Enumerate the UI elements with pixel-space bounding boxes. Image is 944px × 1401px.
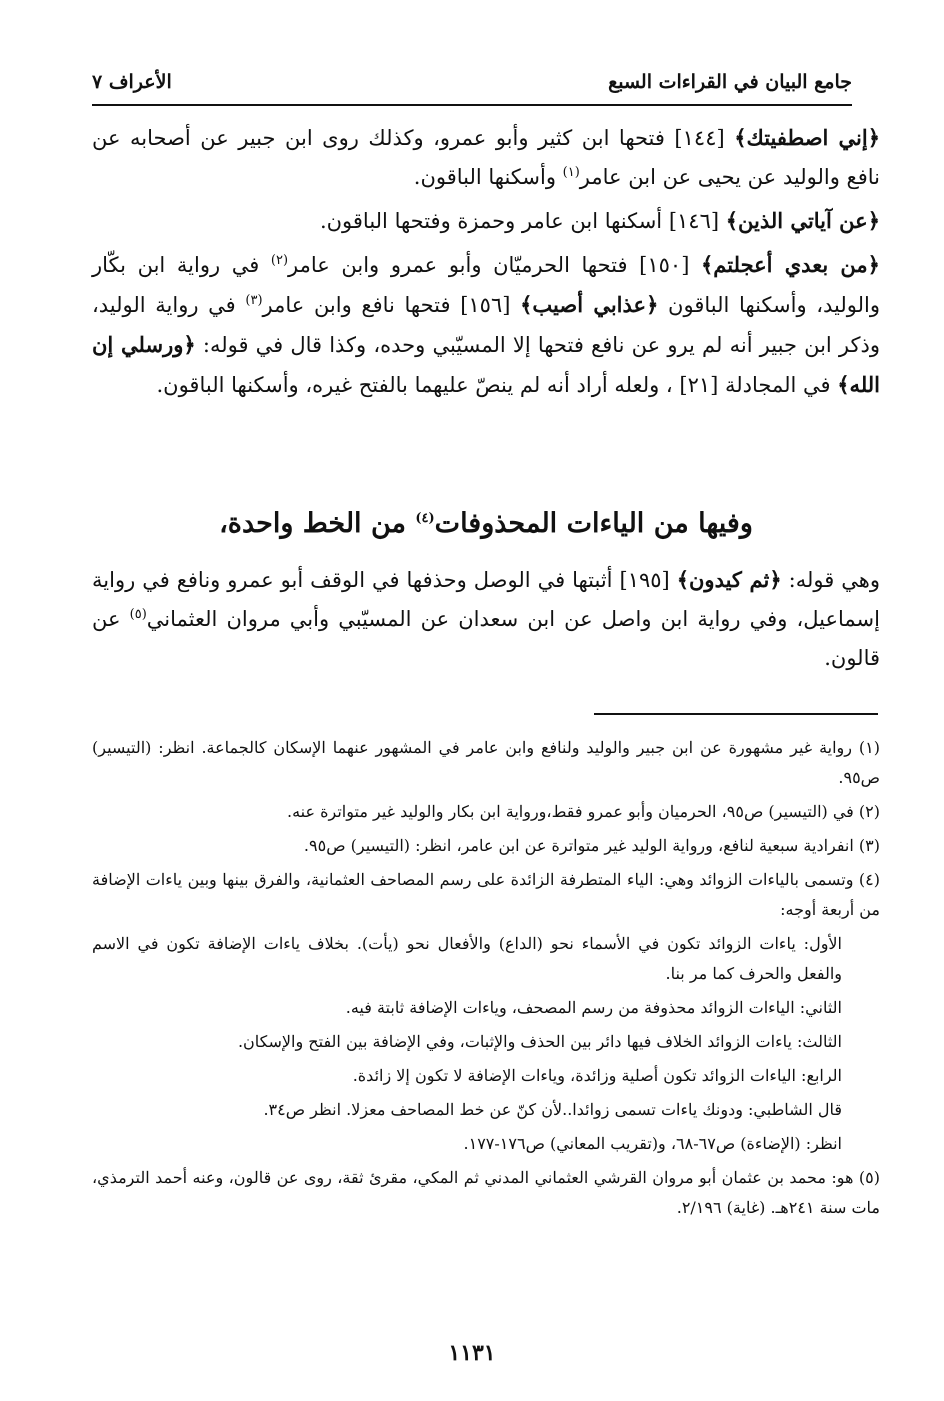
page-number: ١١٣١ bbox=[448, 1340, 496, 1366]
paragraph-text: عن قالون. bbox=[92, 607, 880, 670]
footnote-ref[interactable]: (٥) bbox=[129, 607, 147, 622]
heading-text: وفيها من الياءات المحذوفات bbox=[434, 508, 753, 539]
header-rule bbox=[92, 104, 852, 106]
paragraph-3 bbox=[92, 245, 880, 405]
quran-quote: ﴿ثم كيدون﴾ bbox=[676, 567, 782, 592]
paragraph-2 bbox=[92, 201, 880, 241]
paragraph-text: [١٥٦] فتحها نافع وابن عامر bbox=[262, 293, 521, 317]
surah-reference: الأعراف ٧ bbox=[92, 71, 172, 93]
quran-quote: ﴿ورسلي إن الله﴾ bbox=[92, 332, 880, 397]
quran-quote: ﴿من بعدي أعجلتم﴾ bbox=[701, 252, 880, 277]
paragraph-text: في رواية ابن بكّار والوليد، وأسكنها الباقون bbox=[92, 253, 881, 317]
quran-quote: ﴿عذابي أصيب﴾ bbox=[520, 292, 659, 317]
footnotes bbox=[92, 733, 880, 1227]
footnote-2: (٢) في (التيسير) ص٩٥، الحرميان وأبو عمرو فقط،ورواية ابن بكار والوليد غير متواترة عنه. bbox=[287, 802, 880, 821]
main-text-2 bbox=[92, 560, 880, 678]
footnote-3: (٣) انفرادية سبعية لنافع، ورواية الوليد غير متواترة عن ابن عامر، انظر: (التيسير) ص٩٥. bbox=[303, 836, 880, 855]
footnote-separator bbox=[594, 713, 878, 715]
paragraph-text: في رواية الوليد، وذكر ابن جبير أنه لم يرو عن نافع فتحها إلا المسيّبي وحده، وكذا قال في قوله: bbox=[92, 293, 880, 357]
footnote-4-point-4: الرابع: الياءات الزوائد تكون أصلية وزائدة، وياءات الإضافة لا تكون إلا زائدة. bbox=[352, 1066, 842, 1085]
footnote-4-quote: قال الشاطبي: ودونك ياءات تسمى زوائدا..لأن كنّ عن خط المصاحف معزلا. انظر ص٣٤. bbox=[263, 1100, 842, 1119]
paragraph-text: [١٥٠] فتحها الحرميّان وأبو عمرو وابن عامر bbox=[288, 253, 701, 277]
footnote-1: (١) رواية غير مشهورة عن ابن جبير والوليد ولنافع وابن عامر في المشهور عنهما الإسكان كالجماعة. انظر: (التيسير) ص٩٥. bbox=[92, 738, 881, 787]
footnote-4-point-2: الثاني: الياءات الزوائد محذوفة من رسم المصحف، وياءات الإضافة ثابتة فيه. bbox=[345, 998, 842, 1017]
footnote-ref[interactable]: (١) bbox=[562, 165, 580, 180]
footnote-4: (٤) وتسمى بالياءات الزوائد وهي: الياء المتطرفة الزائدة على رسم المصاحف العثمانية، والفرق بينها وبين ياءات الإضافة من أربعة أوجه: bbox=[92, 870, 880, 919]
book-title: جامع البيان في القراءات السبع bbox=[608, 71, 852, 93]
paragraph-text: وهي قوله: bbox=[781, 568, 880, 592]
section-heading bbox=[92, 498, 880, 550]
paragraph-text: في المجادلة [٢١] ، ولعله أراد أنه لم ينصّ عليهما بالفتح غيره، وأسكنها الباقون. bbox=[156, 373, 838, 397]
main-text bbox=[92, 118, 880, 405]
paragraph-text: [١٤٤] فتحها ابن كثير وأبو عمرو، وكذلك روى ابن جبير عن أصحابه عن نافع والوليد عن يحيى عن ابن عامر bbox=[92, 126, 880, 189]
paragraph-text: [١٩٥] أثبتها في الوصل وحذفها في الوقف أبو عمرو ونافع في رواية إسماعيل، وفي رواية ابن واصل عن ابن سعدان عن المسيّبي وأبي مروان العثماني bbox=[92, 568, 880, 631]
footnote-4-point-1: الأول: ياءات الزوائد تكون في الأسماء نحو (الداع) والأفعال نحو (يأت). بخلاف ياءات الإضافة تكون في الاسم والفعل والحرف كما مر بنا. bbox=[92, 934, 842, 983]
paragraph-text: وأسكنها الباقون. bbox=[413, 165, 563, 189]
footnote-ref[interactable]: (٣) bbox=[245, 293, 263, 308]
footnote-4-point-3: الثالث: ياءات الزوائد الخلاف فيها دائر بين الحذف والإثبات، وفي الإضافة بين الفتح والإسكان. bbox=[237, 1032, 842, 1051]
footnote-4-reference: انظر: (الإضاءة) ص٦٧-٦٨، و(تقريب المعاني) ص١٧٦-١٧٧. bbox=[463, 1134, 842, 1153]
paragraph-1 bbox=[92, 118, 880, 197]
footnote-ref[interactable]: (٢) bbox=[270, 253, 289, 268]
footnote-5: (٥) هو: محمد بن عثمان أبو مروان القرشي العثماني المدني ثم المكي، مقرئ ثقة، روى عن قالون، وعنه أحمد الترمذي، مات سنة ٢٤١هـ. (غاية) ٢/١٩٦. bbox=[92, 1168, 881, 1217]
quran-quote: ﴿إني اصطفيتك﴾ bbox=[734, 125, 881, 150]
footnote-ref[interactable]: (٤) bbox=[415, 511, 435, 526]
paragraph-text: [١٤٦] أسكنها ابن عامر وحمزة وفتحها الباقون. bbox=[319, 209, 726, 233]
running-header bbox=[92, 62, 852, 102]
paragraph-4 bbox=[92, 560, 880, 678]
quran-quote: ﴿عن آياتي الذين﴾ bbox=[725, 208, 880, 233]
heading-text: من الخط واحدة، bbox=[219, 508, 416, 539]
